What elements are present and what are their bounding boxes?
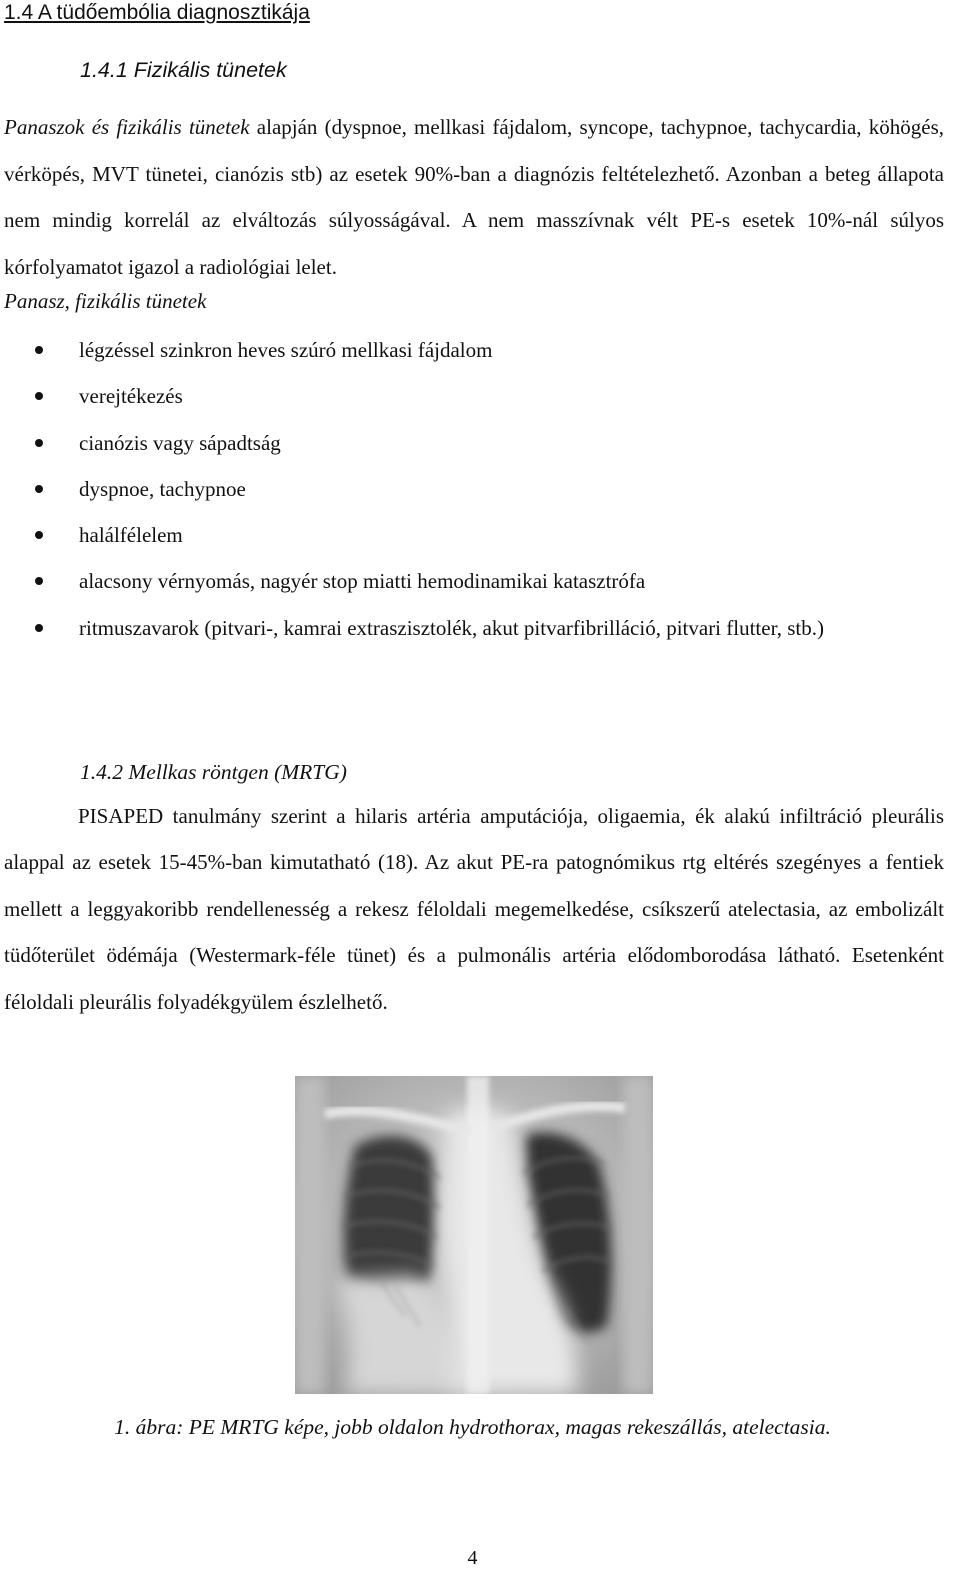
list-item-text: légzéssel szinkron heves szúró mellkasi fájdalom	[79, 338, 493, 362]
list-item	[0, 512, 945, 558]
xray-paragraph	[4, 793, 944, 1025]
bullet-icon	[35, 346, 43, 354]
bullet-icon	[35, 531, 43, 539]
bullet-icon	[35, 577, 43, 585]
bullet-icon	[35, 485, 43, 493]
bullet-icon	[35, 624, 43, 632]
list-item-text: halálfélelem	[79, 523, 183, 548]
list-item-text: alacsony vérnyomás, nagyér stop miatti hemodinamikai katasztrófa	[79, 569, 646, 594]
symptom-list	[0, 327, 945, 651]
page-number: 4	[467, 1547, 478, 1569]
bullet-icon	[35, 439, 43, 447]
list-item	[0, 605, 945, 651]
section-heading: 1.4 A tüdőembólia diagnosztikája	[4, 1, 310, 24]
figure-caption: 1. ábra: PE MRTG képe, jobb oldalon hydrothorax, magas rekeszállás, atelectasia.	[114, 1415, 831, 1439]
chest-xray-image	[295, 1076, 653, 1394]
list-item	[0, 327, 945, 373]
list-item	[0, 558, 945, 604]
intro-text: alapján (dyspnoe, mellkasi fájdalom, syncope, tachypnoe, tachycardia, köhögés, vérköpés, MVT tünetei, cianózis stb) az esetek 90%-ban a diagnózis feltételezhető. Azonban a beteg állapota nem mindig korrelál az elváltozás súlyosságával. A nem masszívnak vélt PE-s esetek 10%-nál súlyos kórfolyamatot igazol a radiológiai lelet.	[4, 115, 944, 279]
intro-lead-italic: Panaszok és fizikális tünetek	[4, 115, 250, 139]
symptom-list-heading: Panasz, fizikális tünetek	[4, 289, 207, 313]
list-item-text: ritmuszavarok (pitvari-, kamrai extraszisztolék, akut pitvarfibrilláció, pitvari flutter, stb.)	[79, 615, 824, 640]
bullet-icon	[35, 392, 43, 400]
list-item-text: dyspnoe, tachypnoe	[79, 476, 246, 501]
subsection-heading-physical-symptoms: 1.4.1 Fizikális tünetek	[80, 58, 287, 82]
list-item-text: cianózis vagy sápadtság	[79, 430, 281, 455]
intro-paragraph	[4, 104, 944, 290]
subsection-heading-chest-xray: 1.4.2 Mellkas röntgen (MRTG)	[80, 760, 347, 784]
list-item-text: verejtékezés	[79, 384, 183, 409]
xray-paragraph-text: PISAPED tanulmány szerint a hilaris artéria amputációja, oligaemia, ék alakú infiltráció pleurális alappal az esetek 15-45%-ban kimutatható (18). Az akut PE-ra patognómikus rtg eltérés szegényes a fentiek mellett a leggyakoribb rendellenesség a rekesz féloldali megemelkedése, csíkszerű atelectasia, az embolizált tüdőterület ödémája (Westermark-féle tünet) és a pulmonális artéria elődomborodása látható. Esetenként féloldali pleurális folyadékgyülem észlelhető.	[4, 804, 944, 1014]
list-item	[0, 466, 945, 512]
list-item	[0, 373, 945, 419]
list-item	[0, 420, 945, 466]
